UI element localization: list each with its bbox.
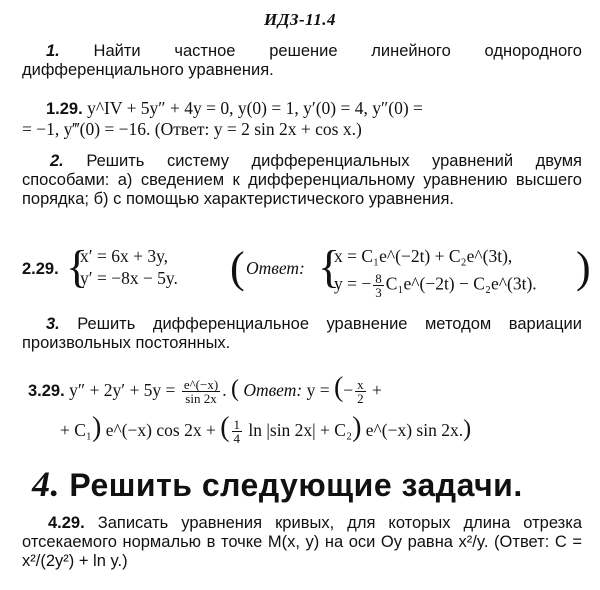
answer-close-paren: )	[576, 243, 591, 292]
task2-answer-eq1: x = C₁e^(−2t) + C₂e^(3t),	[334, 246, 513, 266]
task3-variant: 3.29.	[28, 382, 65, 400]
task3-close-paren: )	[463, 416, 472, 442]
page-title: ИДЗ-11.4	[264, 10, 336, 29]
task3-text: Решить дифференциальное уравнение методом вариации произвольных постоянных.	[22, 315, 582, 352]
ans-frac1-numerator: x	[357, 377, 364, 393]
system-eq1: x′ = 6x + 3y,	[80, 246, 169, 266]
task2-variant: 2.29.	[22, 260, 59, 278]
task3-exp-cos: e^(−x) cos 2x +	[105, 420, 216, 440]
task3-answer-frac1	[355, 378, 366, 405]
system-left-brace: {	[66, 241, 89, 292]
task3-equation-line1: 3.29. y″ + 2y′ + 5y = $\frac{e\^{}(-x)}{\sin 2x}$ . ( Ответ: y = (− $\frac{x}{2}$ +	[28, 372, 382, 407]
answer-eq2-fraction	[373, 272, 384, 299]
task3-statement	[22, 315, 582, 353]
task3-open-paren: (	[230, 376, 239, 402]
answer-eq2-suffix: C₁e^(−2t) − C₂e^(3t).	[385, 273, 537, 294]
task1-equation-line1	[46, 98, 423, 119]
task1-statement	[22, 42, 582, 80]
task2-answer-eq2	[334, 272, 537, 299]
task2-statement	[22, 152, 582, 209]
task1-equation-line2	[22, 119, 362, 140]
task3-paren2-open: (	[220, 412, 230, 443]
task2-text: Решить систему дифференциальных уравнений двумя способами: а) сведением к дифференциальному уравнению высшего порядка; б) с помощью характеристического уравнения.	[22, 152, 582, 208]
task3-answer-frac2	[232, 418, 243, 445]
task2-number: 2.	[50, 152, 64, 170]
frac-denominator: 3	[375, 285, 382, 300]
task4-number: 4.	[32, 464, 60, 504]
task1-number: 1.	[46, 42, 60, 60]
ans-frac2-numerator: 1	[233, 417, 241, 433]
task3-equation-line2	[60, 412, 471, 445]
task4-text: Записать уравнения кривых, для которых длина отрезка отсекаемого нормалью в точке M(x, y) на оси Oy равна x²/y. (Ответ: C = x²/(2y²) + ln y.)	[22, 514, 582, 570]
task4-variant: 4.29.	[48, 514, 85, 532]
rhs-denominator: sin 2x	[185, 391, 217, 407]
task4-statement	[22, 514, 582, 571]
task1-answer: = −1, y‴(0) = −16. (Ответ: y = 2 sin 2x + cos x.)	[22, 119, 362, 139]
task3-big-paren-close: )	[92, 412, 102, 443]
task3-number: 3.	[46, 315, 60, 333]
task3-answer-label: Ответ:	[243, 380, 303, 400]
task1-equation: y^IV + 5y″ + 4y = 0, y(0) = 1, y′(0) = 4, y″(0) =	[87, 98, 423, 118]
task4-heading-text: Решить следующие задачи.	[69, 467, 523, 503]
task3-ln-term: ln |sin 2x| + C₂	[248, 420, 353, 440]
task3-exp-sin: e^(−x) sin 2x.	[365, 420, 464, 440]
rhs-numerator: e^(−x)	[183, 377, 219, 393]
ans-frac1-denominator: 2	[357, 391, 364, 407]
task1-text: Найти частное решение линейного однородного дифференциального уравнения.	[22, 42, 582, 79]
system-eq2: y′ = −8x − 5y.	[80, 268, 178, 288]
frac-numerator: 8	[375, 271, 382, 286]
answer-open-paren: (	[230, 243, 245, 292]
task3-paren2-close: )	[352, 412, 362, 443]
task4-heading	[32, 463, 523, 505]
task3-answer-start: y =	[306, 380, 330, 400]
ans-frac2-denominator: 4	[233, 431, 241, 447]
task1-variant: 1.29.	[46, 100, 83, 118]
task3-rhs-fraction	[182, 378, 220, 405]
answer-eq2-prefix: y = −	[334, 273, 372, 294]
task3-big-paren-open: (	[333, 372, 344, 403]
answer-left-brace: {	[318, 241, 341, 292]
task2-answer-label: Ответ:	[246, 258, 305, 278]
task3-c1: + C₁	[60, 420, 93, 440]
task3-equation-lhs: y″ + 2y′ + 5y =	[69, 380, 176, 400]
